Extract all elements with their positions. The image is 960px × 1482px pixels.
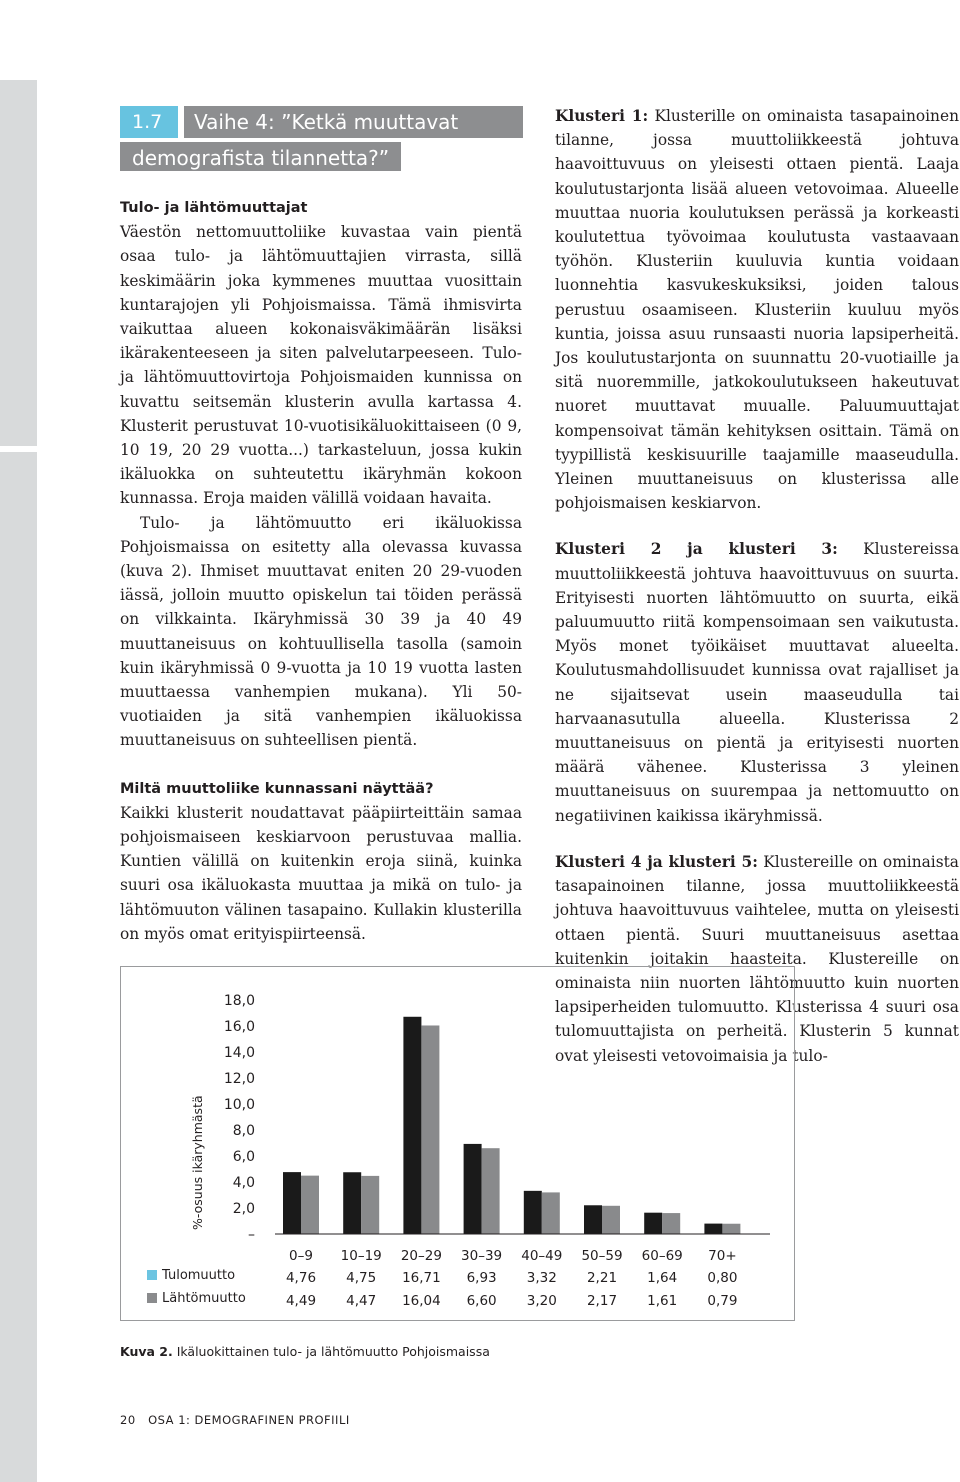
data-value-label: 3,20	[526, 1293, 557, 1309]
x-category-label: 50–59	[581, 1248, 623, 1264]
section-title-line1: Vaihe 4: ”Ketkä muuttavat	[178, 106, 523, 138]
data-value-label: 1,61	[647, 1293, 678, 1309]
legend-tulomuutto	[147, 1268, 235, 1283]
legend-lahtomuutto	[147, 1291, 246, 1306]
x-category-label: 30–39	[461, 1248, 503, 1264]
paragraph-cluster-1	[555, 104, 959, 515]
data-value-label: 16,71	[402, 1270, 441, 1286]
caption-label: Kuva 2.	[120, 1344, 173, 1359]
cluster-1-lead: Klusteri 1:	[555, 107, 649, 125]
sidebar-segment-lower	[0, 452, 37, 1482]
cluster-2-3-lead: Klusteri 2 ja klusteri 3:	[555, 540, 838, 559]
cluster-2-3-text: Klustereissa muuttoliikkeestä johtuva haavoittuvuus on suurta. Erityisesti nuorten lähtömuutto on suurta, eikä paluumuutto riitä kompensoimaan sen vaikutusta. Myös monet työikäiset muuttavat alueelta. Koulutusmahdollisuudet kunnissa ovat rajalliset ja ne sijaitsevat usein maaseudulla tai harvaanasutulla alueella. Klusterissa 2 muuttaneisuus on pientä ja erityisesti nuorten määrä vähenee. Klusterissa 3 yleinen muuttaneisuus on suurempaa ja nettomuutto on negatiivinen kaikissa ikäryhmissä.	[555, 540, 960, 825]
cluster-1-text: Klusterille on ominaista tasapainoinen tilanne, jossa muuttoliikkeestä johtuva haavoittuvuus on yleisesti ottaen pientä. Laaja koulutustarjonta lisää alueen vetovoimaa. Alueelle muuttaa nuoria koulutuksen perässä ja korkeasti koulutettua työvoimaa koulutusta vastaavaan työhön. Klusteriin kuuluvia kuntia voidaan luonnehtia kasvukeskuksiksi, joiden talous perustuu osaamiseen. Klusteriin kuuluu myös kuntia, joissa asuu runsaasti nuoria lapsiperheitä. Jos koulutustarjonta on suunnattu 20-vuotiaille ja sitä nuoremmille, jatkokoulutukseen hakeutuvat nuoret muuttavat muualle. Paluumuuttajat kompensoivat tämän kehityksen osittain. Tämä on tyypillistä keskisuurille taajamille maaseudulla. Yleinen muuttaneisuus on klusterissa alle pohjoismaisen keskiarvon.	[555, 107, 959, 513]
section-heading	[120, 106, 523, 138]
footer-section: OSA 1: DEMOGRAFINEN PROFIILI	[148, 1413, 350, 1427]
section-number: 1.7	[120, 106, 178, 138]
subheading-tulo-lahto: Tulo- ja lähtömuuttajat	[120, 200, 308, 216]
paragraph-intro: Väestön nettomuuttoliike kuvastaa vain pientä osaa tulo- ja lähtömuuttajien virrasta, sillä keskimäärin joka kymmenes muuttaa vuosittain kuntarajojen yli Pohjoismaissa. Tämä ihmisvirta vaikuttaa alueen kokonaisväkimäärän lisäksi ikärakenteeseen ja siten palvelutarpeeseen. Tulo- ja lähtömuuttovirtoja Pohjoismaiden kunnissa on kuvattu seitsemän klusterin avulla kartassa 4. Klusterit perustuvat 10-vuotisikäluokittaiseen (0 9, 10 19, 20 29 vuotta...) tarkasteluun, jossa kukin ikäluokka on suhteutettu ikäryhmän kokoon kunnassa. Eroja maiden välillä voidaan havaita.	[120, 223, 522, 508]
legend-label-tulomuutto: Tulomuutto	[162, 1268, 236, 1283]
data-value-label: 1,64	[647, 1270, 678, 1286]
caption-text: Ikäluokittainen tulo- ja lähtömuutto Pohjoismaissa	[172, 1344, 490, 1359]
y-tick-label: 8,0	[232, 1123, 255, 1139]
y-tick-label: 10,0	[223, 1097, 255, 1113]
sidebar-blank	[0, 0, 37, 80]
y-tick-label: 12,0	[223, 1071, 255, 1087]
cluster-4-5-lead: Klusteri 4 ja klusteri 5:	[555, 852, 758, 871]
cluster-4-5-text: Klustereille on ominaista tasapainoinen tilanne, jossa muuttoliikkeestä johtuva haavoittuvuus vaihtelee, mutta on yleisesti ottaen pientä. Suuri muuttaneisuus asettaa kuitenkin joitakin haasteita. Klustereille on ominaista niin nuorten lähtömuutto kuin nuorten lapsiperheiden tulomuutto. Klusterissa 4 suuri osa tulomuuttajista on perheitä. Klusterin 5 kunnat ovat yleisesti vetovoimaisia ja tulo-	[555, 852, 959, 1065]
chart-y-axis-label: %-osuus ikäryhmästä	[190, 1095, 205, 1230]
subheading-kunnassani: Miltä muuttoliike kunnassani näyttää?	[120, 780, 434, 797]
data-value-label: 2,17	[586, 1293, 618, 1309]
data-value-label: 4,75	[346, 1270, 377, 1286]
data-value-label: 4,47	[346, 1293, 377, 1309]
page-side-bar	[0, 0, 37, 1482]
x-category-label: 0–9	[289, 1248, 313, 1264]
paragraph-age-groups: Tulo- ja lähtömuutto eri ikäluokissa Pohjoismaissa on esitetty alla olevassa kuvassa (kuva 2). Ihmiset muuttavat eniten 20 29-vuoden iässä, jolloin muutto opiskelun tai töiden perässä on vilkkainta. Ikäryhmissä 30 39 ja 40 49 muuttaneisuus on kohtuullisella tasolla (samoin kuin ikäryhmissä 0 9-vuotta ja 10 19 vuotta lasten muuttaessa vanhempien mukana). Yli 50-vuotiaiden ja sitä vanhempien ikäluokissa muuttaneisuus on suhteellisen pientä.	[120, 513, 522, 750]
y-tick-label: 2,0	[232, 1201, 255, 1217]
x-category-label: 10–19	[340, 1248, 382, 1264]
data-value-label: 6,93	[466, 1270, 497, 1286]
legend-swatch-lahtomuutto	[147, 1293, 157, 1303]
y-tick-label: 14,0	[223, 1045, 255, 1061]
data-value-label: 0,79	[707, 1293, 738, 1309]
legend-label-lahtomuutto: Lähtömuutto	[162, 1291, 246, 1306]
right-column	[555, 104, 959, 1068]
x-category-label: 70+	[708, 1248, 737, 1264]
y-tick-label: 6,0	[232, 1149, 255, 1165]
x-category-label: 20–29	[400, 1248, 442, 1264]
page-footer	[120, 1413, 350, 1427]
data-value-label: 2,21	[586, 1270, 618, 1286]
data-value-label: 16,04	[402, 1293, 441, 1309]
x-category-label: 60–69	[641, 1248, 683, 1264]
left-column	[120, 196, 522, 946]
y-tick-label: 16,0	[223, 1019, 255, 1035]
paragraph-cluster-2-3	[555, 537, 959, 827]
y-tick-label: –	[248, 1227, 255, 1243]
y-tick-label: 4,0	[232, 1175, 255, 1191]
legend-swatch-tulomuutto	[147, 1270, 157, 1280]
page-number: 20	[120, 1413, 136, 1427]
section-title-line2: demografista tilannetta?”	[120, 138, 401, 171]
paragraph-clusters: Kaikki klusterit noudattavat pääpiirteittäin samaa pohjoismaiseen keskiarvoon perustuvaa mallia. Kuntien välillä on kuitenkin eroja siinä, kuinka suuri osa ikäluokasta muuttaa ja mikä on tulo- ja lähtömuuton välinen tasapaino. Kullakin klusterilla on myös omat erityispiirteensä.	[120, 803, 522, 943]
data-value-label: 4,49	[285, 1293, 317, 1309]
figure-caption	[120, 1344, 490, 1359]
x-category-label: 40–49	[521, 1248, 563, 1264]
data-value-label: 3,32	[526, 1270, 557, 1286]
sidebar-segment-upper	[0, 80, 37, 446]
data-value-label: 6,60	[466, 1293, 497, 1309]
data-value-label: 0,80	[707, 1270, 738, 1286]
data-value-label: 4,76	[285, 1270, 317, 1286]
y-tick-label: 18,0	[223, 993, 255, 1009]
